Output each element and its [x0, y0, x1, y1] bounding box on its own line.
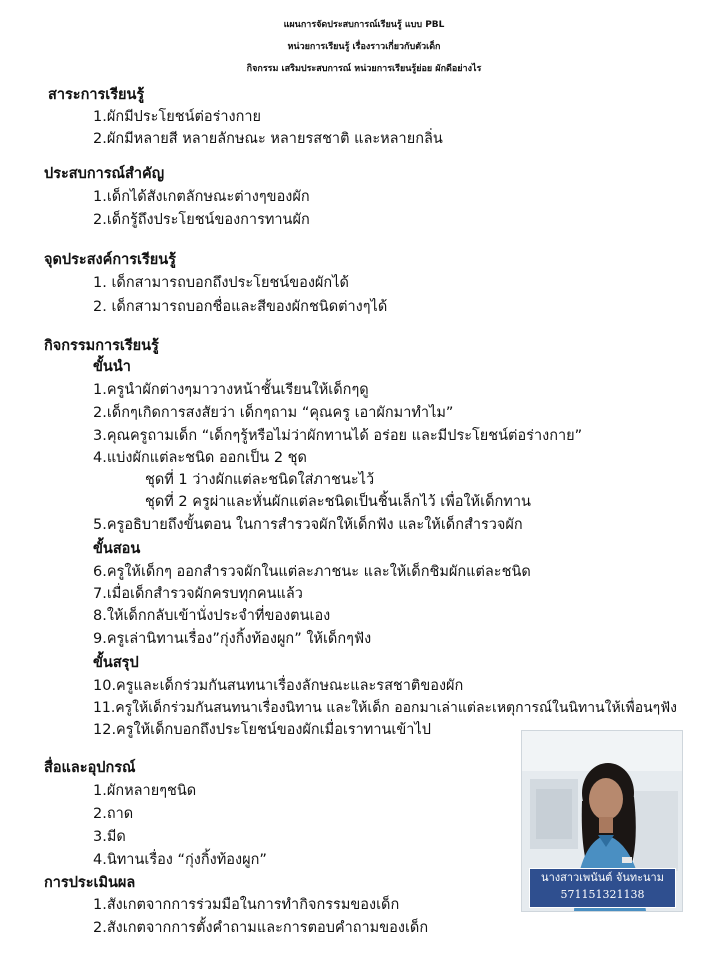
title-line-2: หน่วยการเรียนรู้ เรื่องราวเกี่ยวกับตัวเด็ก [287, 42, 441, 52]
profile-id: 571151321138 [560, 888, 645, 901]
profile-name: นางสาวเพนันต์ จันทะนาม [541, 871, 664, 884]
material-item: 2.ถาด [93, 806, 134, 822]
material-item: 4.นิทานเรื่อง “กุ่งกิ้งท้องผูก” [93, 852, 267, 868]
activity-item: 11.ครูให้เด็กร่วมกันสนทนาเรื่องนิทาน และให้เด็ก ออกมาเล่าแต่ละเหตุการณ์ในนิทานให้เพื่อนๆฟัง [93, 700, 677, 716]
content-item: 1.ผักมีประโยชน์ต่อร่างกาย [93, 109, 262, 125]
activity-item: 1.ครูนำผักต่างๆมาวางหน้าชั้นเรียนให้เด็กๆดู [93, 382, 369, 398]
subheading-summary: ขั้นสรุป [93, 655, 139, 671]
activity-item: 3.คุณครูถามเด็ก “เด็กๆรู้หรือไม่ว่าผักทานได้ อร่อย และมีประโยชน์ต่อร่างกาย” [93, 428, 583, 444]
objective-item: 1. เด็กสามารถบอกถึงประโยชน์ของผักได้ [93, 275, 349, 291]
heading-content: สาระการเรียนรู้ [48, 87, 145, 103]
experience-item: 2.เด็กรู้ถึงประโยชน์ของการทานผัก [93, 212, 310, 228]
heading-evaluation: การประเมินผล [44, 875, 136, 891]
activity-set-item: ชุดที่ 2 ครูผ่าและหั่นผักแต่ละชนิดเป็นชิ้นเล็กไว้ เพื่อให้เด็กทาน [145, 494, 531, 510]
title-line-1: แผนการจัดประสบการณ์เรียนรู้ แบบ PBL [283, 20, 445, 30]
experience-item: 1.เด็กได้สังเกตลักษณะต่างๆของผัก [93, 189, 310, 205]
activity-item: 5.ครูอธิบายถึงขั้นตอน ในการสำรวจผักให้เด็กฟัง และให้เด็กสำรวจผัก [93, 517, 523, 533]
content-item: 2.ผักมีหลายสี หลายลักษณะ หลายรสชาติ และหลายกลิ่น [93, 131, 443, 147]
heading-objectives: จุดประสงค์การเรียนรู้ [44, 252, 176, 268]
activity-set-item: ชุดที่ 1 ว่างผักแต่ละชนิดใส่ภาชนะไว้ [145, 472, 375, 488]
heading-materials: สื่อและอุปกรณ์ [44, 760, 136, 776]
subheading-teach: ขั้นสอน [93, 541, 141, 557]
evaluation-item: 2.สังเกตจากการตั้งคำถามและการตอบคำถามของเด็ก [93, 920, 429, 936]
activity-item: 8.ให้เด็กกลับเข้านั่งประจำที่ของตนเอง [93, 608, 331, 624]
objective-item: 2. เด็กสามารถบอกชื่อและสีของผักชนิดต่างๆได้ [93, 299, 388, 315]
heading-experience: ประสบการณ์สำคัญ [44, 166, 165, 182]
title-line-3: กิจกรรม เสริมประสบการณ์ หน่วยการเรียนรู้ย่อย ผักดีอย่างไร [246, 64, 482, 74]
subheading-intro: ขั้นนำ [93, 359, 131, 375]
material-item: 1.ผักหลายๆชนิด [93, 783, 197, 799]
evaluation-item: 1.สังเกตจากการร่วมมือในการทำกิจกรรมของเด็ก [93, 897, 400, 913]
heading-activities: กิจกรรมการเรียนรู้ [44, 338, 159, 354]
activity-item: 7.เมื่อเด็กสำรวจผักครบทุกคนแล้ว [93, 586, 303, 602]
material-item: 3.มีด [93, 829, 126, 845]
activity-item: 12.ครูให้เด็กบอกถึงประโยชน์ของผักเมื่อเราทานเข้าไป [93, 722, 431, 738]
activity-item: 4.แบ่งผักแต่ละชนิด ออกเป็น 2 ชุด [93, 450, 307, 466]
profile-caption [529, 868, 676, 908]
activity-item: 2.เด็กๆเกิดการสงสัยว่า เด็กๆถาม “คุณครู เอาผักมาทำไม” [93, 405, 454, 421]
activity-item: 9.ครูเล่านิทานเรื่อง”กุ่งกิ้งท้องผูก” ให้เด็กๆฟัง [93, 631, 372, 647]
activity-item: 10.ครูและเด็กร่วมกันสนทนาเรื่องลักษณะและรสชาติของผัก [93, 678, 464, 694]
activity-item: 6.ครูให้เด็กๆ ออกสำรวจผักในแต่ละภาชนะ และให้เด็กชิมผักแต่ละชนิด [93, 564, 531, 580]
